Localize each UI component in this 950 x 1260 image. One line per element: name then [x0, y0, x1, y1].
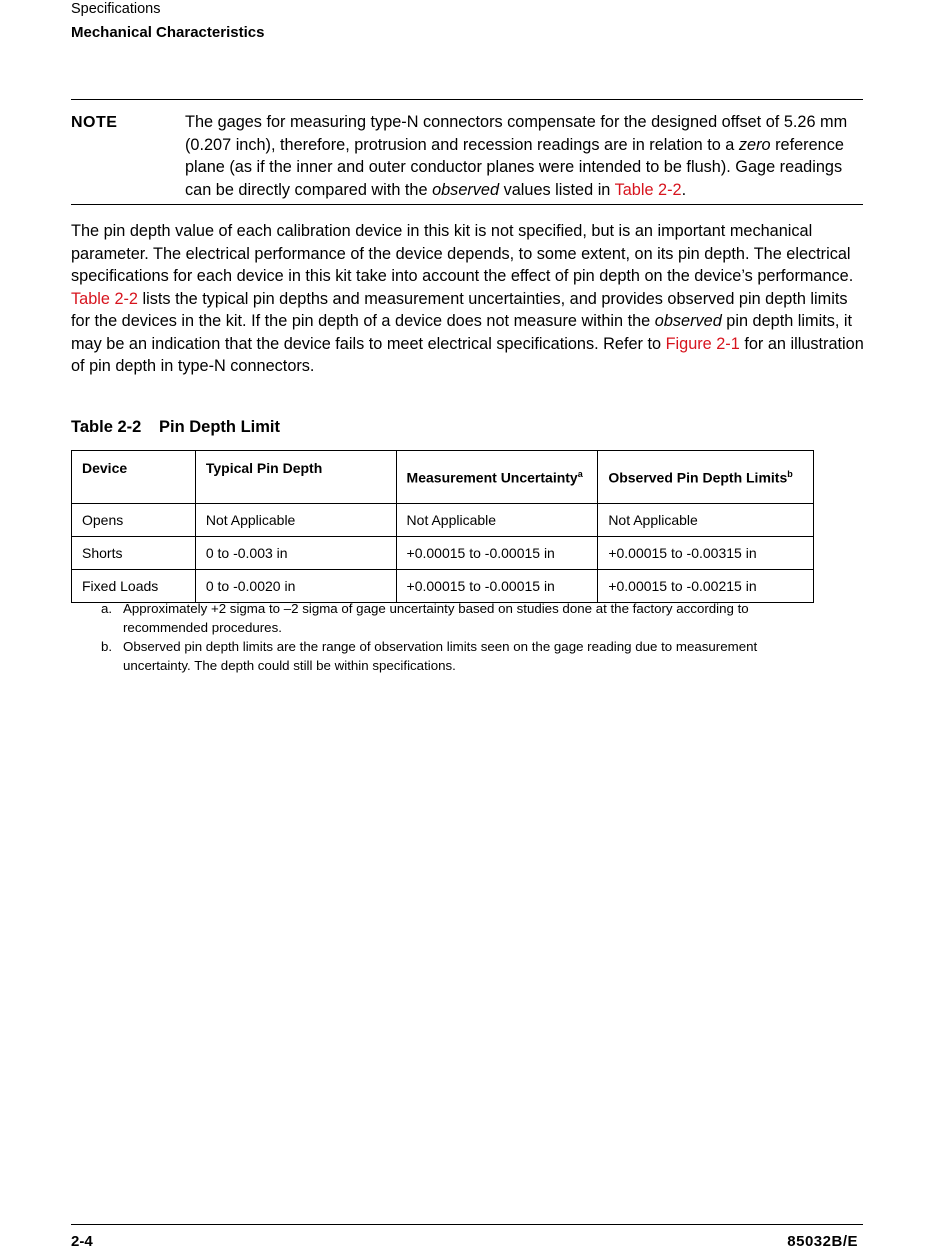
footnote-a-text: Approximately +2 sigma to –2 sigma of gage uncertainty based on studies done at the factory according to recommended procedures.: [123, 601, 749, 635]
note-zero: zero: [738, 135, 771, 154]
cell-limits: Not Applicable: [598, 504, 814, 537]
table-number: Table 2-2: [71, 418, 142, 436]
cell-device: Shorts: [72, 537, 196, 570]
table-row: [72, 504, 814, 537]
note-top-rule: [71, 99, 863, 100]
footnote-a: [101, 600, 801, 637]
cell-device: Fixed Loads: [72, 570, 196, 603]
cell-limits: +0.00015 to -0.00215 in: [598, 570, 814, 603]
header-typical-pin-depth: Typical Pin Depth: [195, 451, 396, 504]
header-limits-label: Observed Pin Depth Limits: [608, 469, 788, 486]
footnote-b-mark: b.: [101, 639, 113, 654]
body-text-3: pin depth limits, it may be an indication that the device fails to meet electrical specifications. Refer to: [71, 312, 853, 353]
table-header-row: [72, 451, 814, 504]
cell-uncertainty: Not Applicable: [396, 504, 598, 537]
cell-typical: 0 to -0.003 in: [195, 537, 396, 570]
header-uncertainty-footnote-mark: a: [577, 468, 583, 479]
body-text-2: lists the typical pin depths and measurement uncertainties, and provides observed pin depth limits for the devices in the kit. If the pin depth of a device does not measure within the: [71, 289, 848, 330]
note-text-1: The gages for measuring type-N connectors compensate for the designed offset of 5.26 mm (0.207 inch), therefore, protrusion and recession readings are in relation to a: [185, 113, 848, 154]
note-label: NOTE: [71, 114, 118, 131]
note-text: [185, 111, 865, 201]
footnote-b-text: Observed pin depth limits are the range of observation limits seen on the gage reading due to measurement uncertainty. The depth could still be within specifications.: [123, 639, 758, 673]
body-paragraph: [71, 220, 871, 378]
body-figure-link[interactable]: Figure 2-1: [665, 334, 740, 353]
note-table-link[interactable]: Table 2-2: [614, 180, 682, 199]
cell-typical: Not Applicable: [195, 504, 396, 537]
footer-rule: [71, 1224, 863, 1225]
header-device: Device: [72, 451, 196, 504]
header-section: Specifications: [71, 1, 161, 17]
pin-depth-table: [71, 450, 814, 603]
body-table-link[interactable]: Table 2-2: [71, 289, 138, 308]
cell-limits: +0.00015 to -0.00315 in: [598, 537, 814, 570]
note-text-3: values listed in: [499, 180, 615, 199]
header-limits-footnote-mark: b: [787, 468, 793, 479]
cell-uncertainty: +0.00015 to -0.00015 in: [396, 570, 598, 603]
header-observed-limits: [598, 451, 814, 504]
header-measurement-uncertainty: [396, 451, 598, 504]
table-row: [72, 570, 814, 603]
footer-page-number: 2-4: [71, 1233, 93, 1250]
footnote-b: [101, 638, 801, 675]
table-row: [72, 537, 814, 570]
note-text-2: reference plane (as if the inner and outer conductor planes were intended to be flush). Gage readings can be directly compared with the: [185, 135, 844, 199]
note-text-4: .: [681, 180, 687, 199]
cell-typical: 0 to -0.0020 in: [195, 570, 396, 603]
body-text-4: for an illustration of pin depth in type-N connectors.: [71, 334, 864, 375]
header-uncertainty-label: Measurement Uncertainty: [406, 469, 578, 486]
table-caption: [71, 417, 280, 437]
table-title: Pin Depth Limit: [159, 418, 280, 436]
note-bottom-rule: [71, 204, 863, 205]
footnote-a-mark: a.: [101, 601, 113, 616]
note-observed: observed: [432, 180, 500, 199]
cell-uncertainty: +0.00015 to -0.00015 in: [396, 537, 598, 570]
body-text-1: The pin depth value of each calibration device in this kit is not specified, but is an important mechanical parameter. The electrical performance of the device depends, to some extent, on its pin depth. The electrical specifications for each device in this kit take into account the effect of pin depth on the device’s performance.: [71, 222, 854, 285]
footer-model-number: 85032B/E: [787, 1233, 858, 1250]
cell-device: Opens: [72, 504, 196, 537]
body-observed: observed: [654, 312, 722, 330]
header-subsection: Mechanical Characteristics: [71, 24, 265, 41]
